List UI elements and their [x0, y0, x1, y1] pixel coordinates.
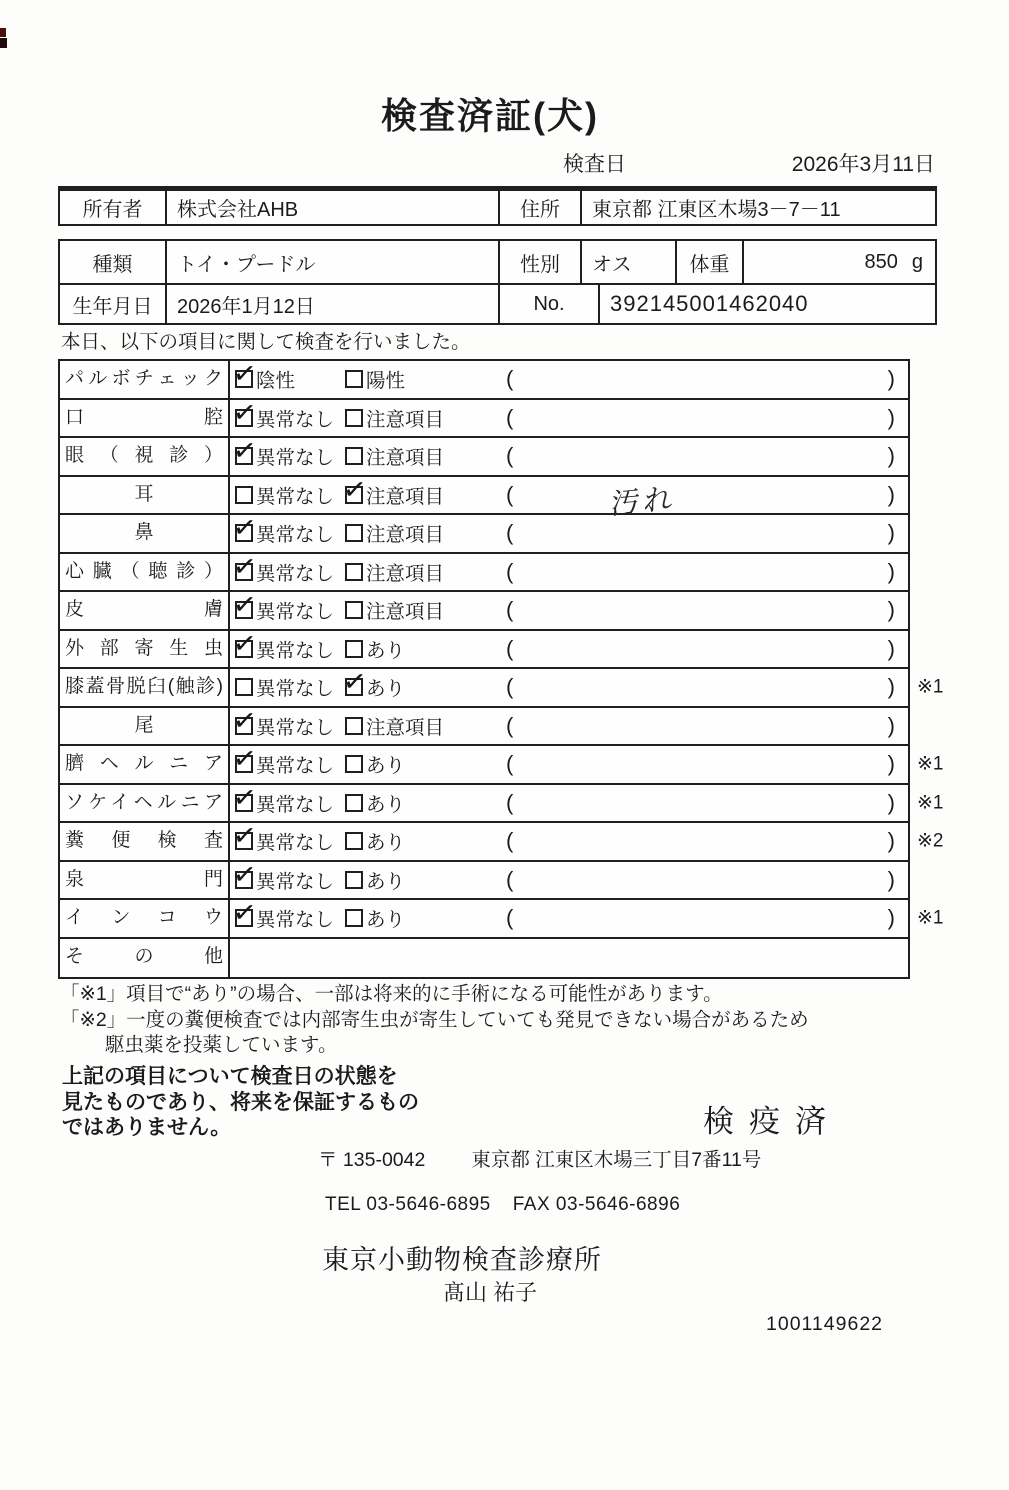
- findings-field: [506, 828, 908, 854]
- exam-option-1: [235, 750, 345, 778]
- exam-option-1: [235, 866, 345, 894]
- exam-row-content: [230, 746, 908, 783]
- footnote-mark: ※1: [917, 676, 944, 698]
- footnote-1: 「※1」項目で“あり”の場合、一部は将来的に手術になる可能性があります。: [60, 983, 723, 1005]
- exam-option-2: [345, 827, 506, 855]
- footnote-mark: ※1: [917, 907, 944, 929]
- checkbox-icon: [235, 678, 253, 696]
- checkbox-icon: [235, 486, 253, 504]
- veterinarian-name: 髙山 祐子: [443, 1280, 538, 1305]
- exam-option-2-label: あり: [366, 832, 406, 855]
- intro-text: 本日、以下の項目に関して検査を行いました。: [61, 331, 471, 353]
- exam-row-content: [230, 631, 908, 668]
- exam-option-1-label: 陰性: [256, 370, 296, 393]
- checkbox-icon: [235, 447, 253, 465]
- exam-option-1-label: 異常なし: [256, 408, 335, 431]
- checkbox-icon: [235, 871, 253, 889]
- exam-option-2-label: 注意項目: [366, 716, 445, 739]
- exam-item-label: 外部寄生虫: [60, 631, 230, 668]
- paren-open: (: [506, 366, 514, 392]
- exam-option-1: [235, 442, 345, 470]
- exam-option-1-label: 異常なし: [256, 601, 335, 624]
- clinic-name: 東京小動物検査診療所: [322, 1245, 602, 1275]
- document-code: 1001149622: [766, 1313, 884, 1335]
- paren-open: (: [506, 751, 514, 777]
- exam-row: [60, 862, 908, 901]
- exam-option-2: [345, 481, 506, 509]
- exam-option-2-label: 注意項目: [366, 601, 445, 624]
- exam-option-1: [235, 904, 345, 932]
- checkbox-icon: [235, 640, 253, 658]
- clinic-tel: TEL 03-5646-6895: [325, 1194, 491, 1215]
- exam-item-label: インコウ: [60, 900, 230, 937]
- paren-close: ): [887, 635, 895, 661]
- exam-item-label: 鼻: [60, 515, 230, 552]
- owner-label: 所有者: [60, 191, 167, 224]
- exam-row-content: [230, 785, 908, 822]
- document-title: 検査済証(犬): [381, 95, 599, 136]
- exam-option-1: [235, 596, 345, 624]
- paren-close: ): [887, 712, 895, 738]
- paren-open: (: [506, 404, 514, 430]
- paren-open: (: [506, 481, 514, 507]
- exam-row-content: [230, 438, 908, 475]
- footnote-2-continued: 駆虫薬を投薬しています。: [105, 1034, 338, 1056]
- exam-option-1: [235, 673, 345, 701]
- exam-option-2: [345, 673, 506, 701]
- checkbox-icon: [235, 409, 253, 427]
- table-row: [60, 285, 935, 323]
- exam-item-label: 臍ヘルニア: [60, 746, 230, 783]
- paren-close: ): [887, 866, 895, 892]
- exam-option-1: [235, 481, 345, 509]
- weight-value-cell: [744, 241, 935, 283]
- exam-option-1-label: 異常なし: [256, 909, 335, 932]
- findings-field: [506, 366, 908, 392]
- checkbox-icon: [235, 832, 253, 850]
- findings-field: [506, 443, 908, 469]
- clinic-address-row: [318, 1144, 761, 1172]
- paren-open: (: [506, 789, 514, 815]
- findings-field: [506, 674, 908, 700]
- checkbox-icon: [235, 524, 253, 542]
- exam-option-2-label: 注意項目: [366, 447, 445, 470]
- findings-field: [506, 867, 908, 893]
- exam-option-1-label: 異常なし: [256, 755, 335, 778]
- exam-option-2-label: 陽性: [366, 370, 406, 393]
- paren-close: ): [887, 366, 895, 392]
- paren-open: (: [506, 828, 514, 854]
- exam-item-label: 膝蓋骨脱臼(触診): [60, 669, 230, 706]
- exam-option-2: [345, 596, 506, 624]
- address-value: 東京都 江東区木場3－7－11: [592, 199, 841, 221]
- exam-option-2: [345, 558, 506, 586]
- table-row: [60, 191, 935, 224]
- exam-option-2-label: あり: [366, 678, 406, 701]
- paren-close: ): [887, 481, 895, 507]
- exam-option-1: [235, 519, 345, 547]
- checkbox-icon: [235, 563, 253, 581]
- checkbox-icon: [345, 717, 363, 735]
- exam-row-content: [230, 900, 908, 937]
- exam-row: [60, 438, 908, 477]
- exam-option-1: [235, 365, 345, 393]
- clinic-fax: FAX 03-5646-6896: [512, 1194, 681, 1215]
- exam-row: [60, 400, 908, 439]
- exam-item-label: 耳: [60, 477, 230, 514]
- exam-option-2-label: 注意項目: [366, 485, 445, 508]
- exam-option-2-label: 注意項目: [366, 524, 445, 547]
- exam-option-2-label: あり: [366, 639, 406, 662]
- checkbox-icon: [345, 563, 363, 581]
- exam-option-1: [235, 635, 345, 663]
- inspection-date-value: 2026年3月11日: [791, 153, 935, 176]
- breed-value: トイ・プードル: [167, 241, 500, 283]
- checkbox-icon: [345, 640, 363, 658]
- footnote-2: 「※2」一度の糞便検査では内部寄生虫が寄生していても発見できない場合があるため: [60, 1008, 809, 1031]
- exam-option-2: [345, 404, 506, 432]
- exam-option-2-label: 注意項目: [366, 408, 445, 431]
- findings-field: [506, 559, 908, 585]
- exam-option-1: [235, 789, 345, 817]
- exam-option-2: [345, 635, 506, 663]
- exam-item-label: 皮膚: [60, 592, 230, 629]
- paren-open: (: [506, 712, 514, 738]
- paren-open: (: [506, 597, 514, 623]
- exam-option-2: [345, 712, 506, 740]
- disclaimer-line: 見たものであり、将来を保証するもの: [62, 1090, 419, 1114]
- weight-unit: g: [911, 250, 923, 273]
- disclaimer-line: 上記の項目について検査日の状態を: [62, 1065, 398, 1088]
- exam-row: [60, 631, 908, 670]
- exam-item-label: 泉門: [60, 862, 230, 899]
- paren-close: ): [887, 520, 895, 546]
- disclaimer-text: [62, 1064, 419, 1141]
- checkbox-icon: [345, 370, 363, 388]
- birthdate-label: 生年月日: [60, 285, 167, 323]
- exam-item-label: 糞便検査: [60, 823, 230, 860]
- exam-row-content: [230, 515, 908, 552]
- exam-option-2-label: 注意項目: [366, 562, 445, 585]
- weight-value: 850: [864, 250, 898, 273]
- weight-label: 体重: [677, 241, 744, 283]
- clinic-contact-row: [325, 1194, 680, 1216]
- exam-item-label: 眼（視診）: [60, 438, 230, 475]
- checkbox-icon: [235, 717, 253, 735]
- paren-open: (: [506, 520, 514, 546]
- paren-open: (: [506, 635, 514, 661]
- paren-close: ): [887, 751, 895, 777]
- checkbox-icon: [345, 486, 363, 504]
- exam-option-1: [235, 558, 345, 586]
- owner-value: 株式会社AHB: [167, 191, 500, 224]
- paren-close: ): [887, 828, 895, 854]
- findings-field: [506, 790, 908, 816]
- exam-row: [60, 785, 944, 824]
- exam-option-1: [235, 827, 345, 855]
- paren-close: ): [887, 443, 895, 469]
- exam-item-label: 尾: [60, 708, 230, 745]
- footnotes: [60, 982, 809, 1059]
- scan-artifact: [0, 38, 7, 48]
- findings-field: [506, 405, 908, 431]
- exam-option-2: [345, 750, 506, 778]
- checkbox-icon: [345, 447, 363, 465]
- exam-option-2: [345, 442, 506, 470]
- paren-open: (: [506, 866, 514, 892]
- postal-code: 〒 135-0042: [318, 1149, 426, 1171]
- checkbox-icon: [345, 678, 363, 696]
- footnote-mark: ※1: [917, 792, 944, 814]
- exam-option-1-label: 異常なし: [256, 793, 335, 816]
- exam-item-label: パルボチェック: [60, 361, 230, 398]
- paren-close: ): [887, 404, 895, 430]
- exam-item-label: 心臓（聴診）: [60, 554, 230, 591]
- checkbox-icon: [345, 524, 363, 542]
- exam-option-1-label: 異常なし: [256, 562, 335, 585]
- checkbox-icon: [235, 909, 253, 927]
- table-row: [60, 241, 935, 285]
- number-label: No.: [500, 285, 600, 323]
- exam-option-2-label: あり: [366, 793, 406, 816]
- exam-row-content: [230, 862, 908, 899]
- number-value: 392145001462040: [610, 291, 809, 316]
- exam-option-2: [345, 789, 506, 817]
- paren-close: ): [887, 905, 895, 931]
- exam-row-content: [230, 669, 908, 706]
- exam-option-1: [235, 404, 345, 432]
- paren-close: ): [887, 674, 895, 700]
- exam-option-1-label: 異常なし: [256, 447, 335, 470]
- checkbox-icon: [345, 871, 363, 889]
- findings-field: [506, 636, 908, 662]
- exam-item-label: ソケイヘルニア: [60, 785, 230, 822]
- paren-open: (: [506, 443, 514, 469]
- inspection-date-label: 検査日: [563, 153, 626, 176]
- paren-open: (: [506, 674, 514, 700]
- exam-option-1-label: 異常なし: [256, 832, 335, 855]
- exam-row-content: [230, 554, 908, 591]
- scan-artifact: [0, 28, 6, 37]
- exam-row-content: [230, 823, 908, 860]
- clinic-address: 東京都 江東区木場三丁目7番11号: [471, 1149, 762, 1171]
- exam-row: [60, 361, 908, 400]
- findings-field: [506, 597, 908, 623]
- footnote-mark: ※1: [917, 753, 944, 775]
- checkbox-icon: [345, 794, 363, 812]
- address-label: 住所: [500, 191, 582, 224]
- exam-row-content: [230, 592, 908, 629]
- exam-option-2-label: あり: [366, 909, 406, 932]
- checkbox-icon: [235, 794, 253, 812]
- exam-option-2: [345, 904, 506, 932]
- exam-row: [60, 592, 908, 631]
- exam-row: [60, 746, 944, 785]
- footnote-mark: ※2: [917, 830, 944, 852]
- paren-close: ): [887, 558, 895, 584]
- exam-option-1-label: 異常なし: [256, 485, 335, 508]
- exam-row-content: [230, 708, 908, 745]
- exam-option-1-label: 異常なし: [256, 678, 335, 701]
- info-table: [58, 239, 937, 325]
- exam-option-1-label: 異常なし: [256, 716, 335, 739]
- disclaimer-line: ではありません。: [62, 1116, 232, 1139]
- exam-option-1-label: 異常なし: [256, 524, 335, 547]
- exam-row: [60, 554, 908, 593]
- findings-field: [506, 520, 908, 546]
- exam-option-1-label: 異常なし: [256, 639, 335, 662]
- findings-field: [506, 751, 908, 777]
- exam-item-label: 口腔: [60, 400, 230, 437]
- exam-option-2: [345, 866, 506, 894]
- handwritten-note: 汚れ: [609, 482, 679, 521]
- birthdate-value: 2026年1月12日: [167, 285, 500, 323]
- paren-close: ): [887, 597, 895, 623]
- quarantine-stamp: 検疫済: [703, 1104, 841, 1139]
- checkbox-icon: [345, 909, 363, 927]
- findings-field: [506, 905, 908, 931]
- exam-option-2: [345, 519, 506, 547]
- checkbox-icon: [235, 370, 253, 388]
- exam-option-2-label: あり: [366, 755, 406, 778]
- breed-label: 種類: [60, 241, 167, 283]
- exam-row: [60, 939, 908, 978]
- findings-field: [506, 481, 908, 521]
- exam-row: [60, 708, 908, 747]
- paren-open: (: [506, 558, 514, 584]
- exam-row-content: [230, 477, 908, 521]
- exam-row: [60, 669, 944, 708]
- exam-row-content: [230, 939, 908, 978]
- exam-option-1: [235, 712, 345, 740]
- exam-option-2: [345, 365, 506, 393]
- findings-field: [506, 713, 908, 739]
- checkbox-icon: [345, 755, 363, 773]
- exam-row-content: [230, 361, 908, 398]
- exam-option-2-label: あり: [366, 870, 406, 893]
- paren-close: ): [887, 789, 895, 815]
- sex-label: 性別: [500, 241, 582, 283]
- exam-row-content: [230, 400, 908, 437]
- exam-results-table: [58, 359, 944, 979]
- exam-item-label: その他: [60, 939, 230, 978]
- checkbox-icon: [345, 601, 363, 619]
- exam-row: [60, 515, 908, 554]
- exam-row: [60, 823, 944, 862]
- paren-open: (: [506, 905, 514, 931]
- exam-option-1-label: 異常なし: [256, 870, 335, 893]
- exam-row: [60, 900, 944, 939]
- checkbox-icon: [235, 755, 253, 773]
- owner-table: [58, 186, 937, 226]
- inspection-date-row: [563, 148, 935, 178]
- checkbox-icon: [345, 409, 363, 427]
- checkbox-icon: [345, 832, 363, 850]
- checkbox-icon: [235, 601, 253, 619]
- sex-value: オス: [582, 241, 677, 283]
- exam-row: [60, 477, 908, 521]
